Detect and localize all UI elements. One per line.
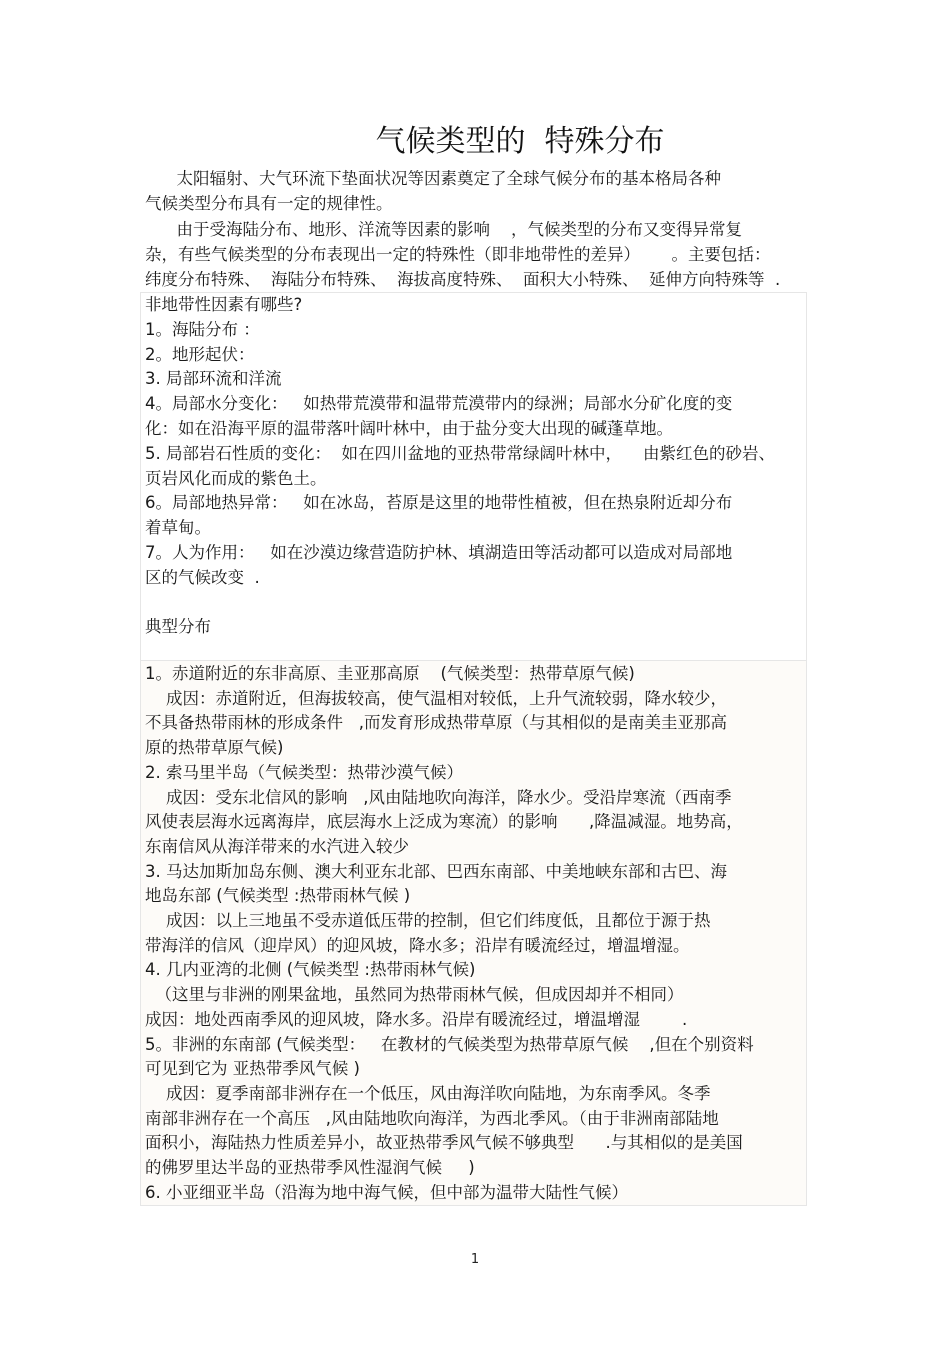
- typical-line: （这里与非洲的刚果盆地，虽然同为热带雨林气候，但成因却并不相同）: [145, 985, 684, 1005]
- intro-line: 由于受海陆分布、地形、洋流等因素的影响 ，气候类型的分布又变得异常复: [145, 219, 742, 239]
- factor-line: 典型分布: [145, 617, 211, 637]
- typical-line: 5。非洲的东南部 (气候类型： 在教材的气候类型为热带草原气候 ,但在个别资料: [145, 1034, 754, 1054]
- typical-line: 成因：赤道附近，但海拔较高，使气温相对较低，上升气流较弱，降水较少，: [145, 688, 727, 708]
- typical-line: 成因：受东北信风的影响 ,风由陆地吹向海洋，降水少。受沿岸寒流（西南季: [145, 787, 732, 807]
- factor-line: 7。人为作用： 如在沙漠边缘营造防护林、填湖造田等活动都可以造成对局部地: [145, 543, 733, 562]
- typical-line: 3. 马达加斯加岛东侧、澳大利亚东北部、巴西东南部、中美地峡东部和古巴、海: [145, 861, 727, 881]
- factor-line: 区的气候改变 .: [145, 567, 260, 587]
- page-title: 气候类型的 特殊分布: [375, 124, 665, 159]
- typical-line: 不具备热带雨林的形成条件 ,而发育形成热带草原（与其相似的是南美圭亚那高: [145, 713, 727, 733]
- intro-line: 气候类型分布具有一定的规律性。: [145, 194, 393, 214]
- page-number: 1: [470, 1252, 480, 1267]
- typical-line: 东南信风从海洋带来的水汽进入较少: [145, 836, 409, 856]
- factor-line: 6。局部地热异常： 如在冰岛，苔原是这里的地带性植被，但在热泉附近却分布: [145, 493, 733, 513]
- typical-line: 原的热带草原气候): [145, 738, 284, 758]
- factor-line: 着草甸。: [145, 518, 211, 538]
- typical-line: 的佛罗里达半岛的亚热带季风性湿润气候 ): [145, 1158, 475, 1177]
- typical-line: 南部非洲存在一个高压 ,风由陆地吹向海洋，为西北季风。（由于非洲南部陆地: [145, 1108, 719, 1128]
- typical-line: 风使表层海水远离海岸，底层海水上泛成为寒流）的影响 ,降温减湿。地势高，: [145, 812, 743, 832]
- intro-line: 太阳辐射、大气环流下垫面状况等因素奠定了全球气候分布的基本格局各种: [145, 169, 721, 188]
- typical-line: 地岛东部 (气候类型 :热带雨林气候 ): [145, 886, 411, 906]
- typical-line: 6. 小亚细亚半岛（沿海为地中海气候，但中部为温带大陆性气候）: [145, 1182, 628, 1202]
- factor-line: 4。局部水分变化： 如热带荒漠带和温带荒漠带内的绿洲；局部水分矿化度的变: [145, 394, 733, 414]
- typical-line: 成因：以上三地虽不受赤道低压带的控制，但它们纬度低，且都位于源于热: [145, 911, 711, 930]
- factor-line: 3. 局部环流和洋流: [145, 369, 282, 389]
- typical-line: 4. 几内亚湾的北侧 (气候类型 :热带雨林气候): [145, 960, 476, 980]
- typical-line: 面积小，海陆热力性质差异小，故亚热带季风气候不够典型 .与其相似的是美国: [145, 1133, 743, 1153]
- factor-line: 5. 局部岩石性质的变化： 如在四川盆地的亚热带常绿阔叶林中， 由紫红色的砂岩、: [145, 443, 775, 463]
- factor-line: 化：如在沿海平原的温带落叶阔叶林中，由于盐分变大出现的碱蓬草地。: [145, 419, 673, 438]
- typical-line: 2. 索马里半岛（气候类型：热带沙漠气候）: [145, 762, 463, 782]
- typical-line: 1。赤道附近的东非高原、圭亚那高原 (气候类型：热带草原气候): [145, 664, 635, 683]
- factor-line: 2。地形起伏：: [145, 344, 255, 364]
- intro-line: 纬度分布特殊、 海陆分布特殊、 海拔高度特殊、 面积大小特殊、 延伸方向特殊等 .: [145, 270, 781, 290]
- typical-line: 成因：夏季南部非洲存在一个低压，风由海洋吹向陆地，为东南季风。冬季: [145, 1083, 711, 1103]
- factor-line: 1。海陆分布 ：: [145, 319, 260, 339]
- factor-line: 非地带性因素有哪些?: [145, 295, 303, 314]
- typical-line: 成因：地处西南季风的迎风坡，降水多。沿岸有暖流经过，增温增湿 .: [145, 1009, 688, 1029]
- typical-line: 可见到它为 亚热带季风气候 ): [145, 1059, 360, 1079]
- factor-line: 页岩风化而成的紫色土。: [145, 468, 327, 488]
- intro-line: 杂，有些气候类型的分布表现出一定的特殊性（即非地带性的差异） 。主要包括：: [145, 244, 771, 264]
- typical-line: 带海洋的信风（迎岸风）的迎风坡，降水多；沿岸有暖流经过，增温增湿。: [145, 935, 690, 955]
